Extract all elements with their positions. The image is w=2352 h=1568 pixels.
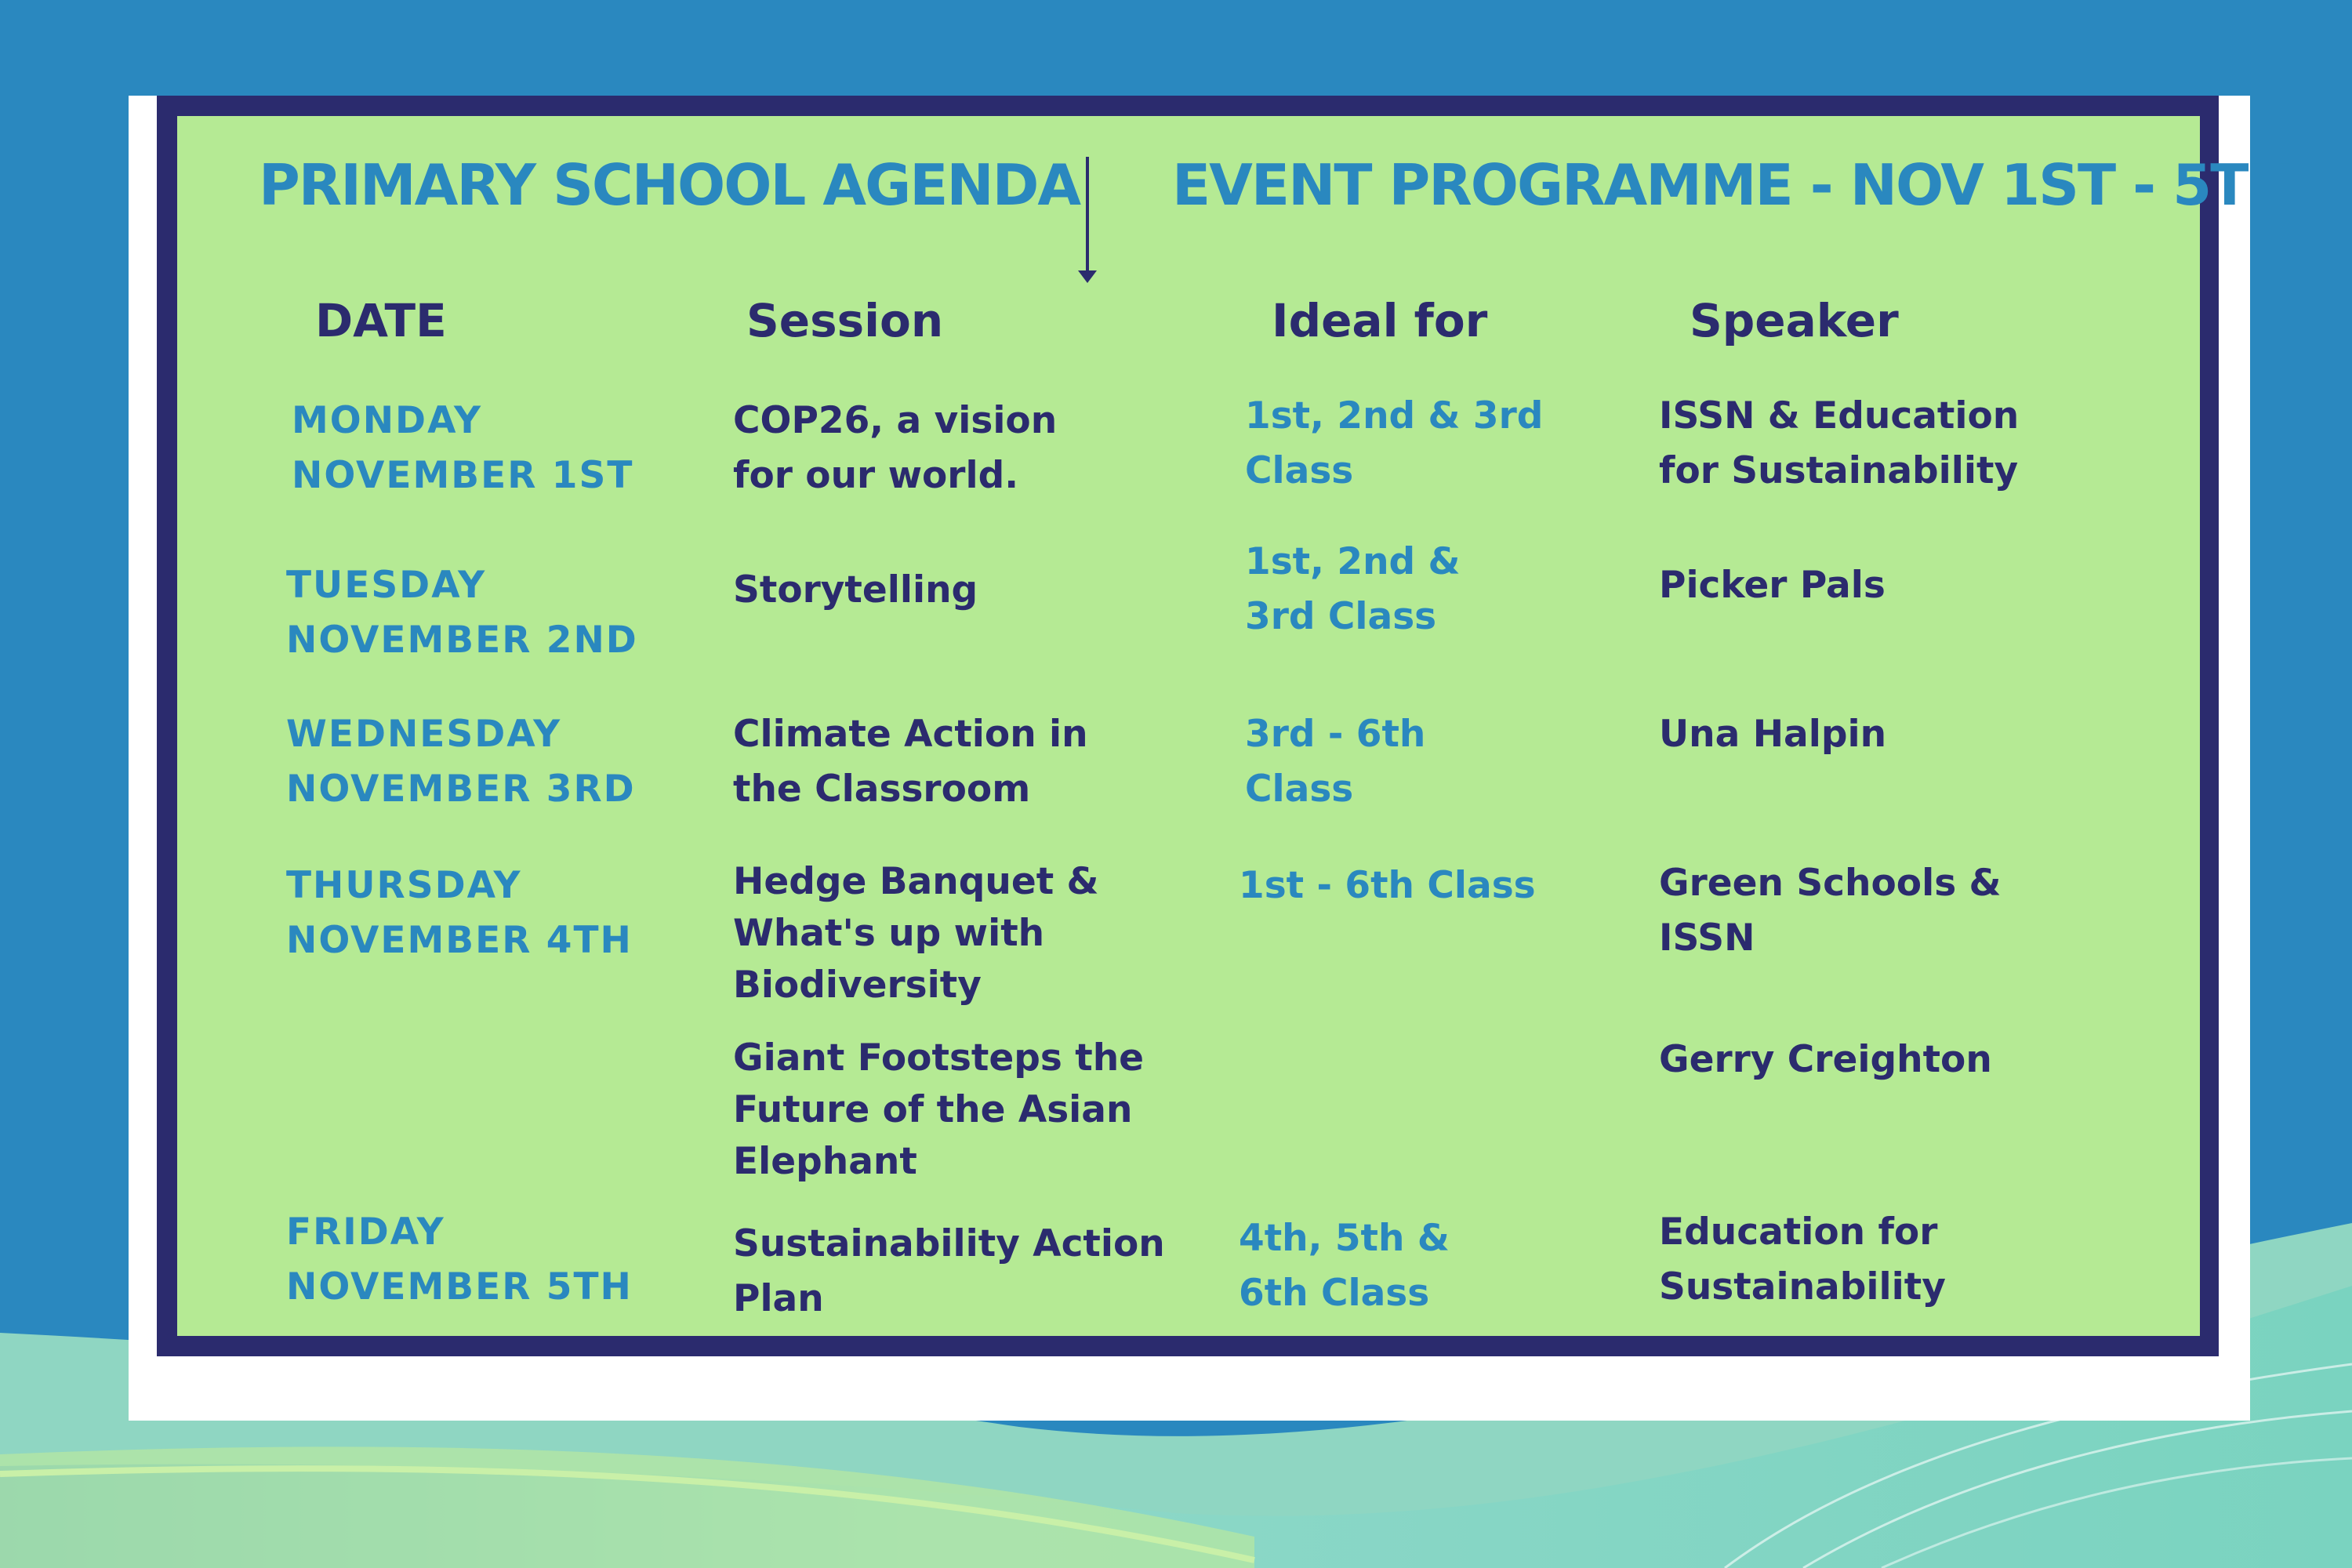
- session-line: Giant Footsteps the: [733, 1036, 1145, 1080]
- speaker-line: for Sustainability: [1659, 449, 2019, 492]
- ideal-for-line: 1st, 2nd & 3rd: [1245, 394, 1544, 437]
- date-day: TUESDAY: [286, 564, 487, 607]
- ideal-for-line: 4th, 5th &: [1239, 1217, 1450, 1260]
- ideal-for-line: 1st - 6th Class: [1239, 864, 1536, 907]
- row-speaker: [1659, 856, 2002, 966]
- session-line: Sustainability Action: [733, 1222, 1165, 1265]
- programme-title: EVENT PROGRAMME - NOV 1ST - 5TH: [1172, 152, 2293, 218]
- date-day-full: NOVEMBER 1ST: [292, 454, 634, 497]
- session-line: Elephant: [733, 1140, 917, 1183]
- row-session: [733, 563, 978, 618]
- row-speaker: [1659, 707, 1886, 762]
- session-line: Storytelling: [733, 568, 978, 612]
- speaker-line: Education for: [1659, 1210, 1938, 1254]
- row-date: [286, 858, 633, 968]
- date-day: MONDAY: [292, 399, 482, 442]
- title-divider: [1086, 157, 1089, 270]
- ideal-for-line: 3rd Class: [1245, 595, 1437, 638]
- row-speaker: [1659, 389, 2019, 499]
- row-session: [733, 1033, 1144, 1188]
- date-day-full: NOVEMBER 4TH: [286, 919, 633, 962]
- agenda-title: PRIMARY SCHOOL AGENDA: [259, 152, 1080, 218]
- row-date: [292, 394, 633, 503]
- speaker-line: Green Schools &: [1659, 862, 2002, 905]
- row-speaker: [1659, 1033, 1992, 1087]
- ideal-for-line: 1st, 2nd &: [1245, 540, 1461, 583]
- date-day-full: NOVEMBER 5TH: [286, 1265, 633, 1308]
- date-day-full: NOVEMBER 3RD: [286, 768, 636, 811]
- speaker-line: ISSN & Education: [1659, 394, 2020, 437]
- date-day-full: NOVEMBER 2ND: [286, 619, 638, 662]
- row-session: [733, 1217, 1165, 1327]
- row-session: [733, 394, 1057, 503]
- row-speaker: [1659, 558, 1886, 613]
- speaker-line: ISSN: [1659, 916, 1755, 960]
- session-line: Climate Action in: [733, 713, 1088, 756]
- speaker-line: Gerry Creighton: [1659, 1038, 1992, 1081]
- row-date: [286, 558, 638, 668]
- row-date: [286, 1205, 633, 1315]
- speaker-line: Sustainability: [1659, 1265, 1946, 1308]
- date-day: WEDNESDAY: [286, 713, 562, 756]
- row-session: [733, 856, 1099, 1011]
- date-day: THURSDAY: [286, 864, 522, 907]
- session-line: for our world.: [733, 454, 1019, 497]
- row-ideal-for: [1245, 389, 1543, 499]
- divider-arrow-icon: [1078, 270, 1097, 283]
- session-line: Plan: [733, 1277, 824, 1320]
- session-line: What's up with: [733, 912, 1045, 955]
- session-line: Hedge Banquet &: [733, 860, 1099, 903]
- date-day: FRIDAY: [286, 1210, 445, 1254]
- session-line: the Classroom: [733, 768, 1031, 811]
- column-header-session: Session: [746, 294, 944, 347]
- row-session: [733, 707, 1088, 817]
- column-header-ideal-for: Ideal for: [1272, 294, 1488, 347]
- session-line: Biodiversity: [733, 964, 982, 1007]
- row-date: [286, 707, 636, 817]
- row-ideal-for: [1245, 535, 1461, 644]
- ideal-for-line: 6th Class: [1239, 1272, 1430, 1315]
- ideal-for-line: Class: [1245, 768, 1354, 811]
- row-ideal-for: [1239, 1211, 1450, 1321]
- column-header-date: DATE: [315, 294, 447, 347]
- row-ideal-for: [1245, 707, 1425, 817]
- row-speaker: [1659, 1205, 1946, 1315]
- session-line: COP26, a vision: [733, 399, 1058, 442]
- row-ideal-for: [1239, 858, 1536, 913]
- speaker-line: Picker Pals: [1659, 564, 1886, 607]
- speaker-line: Una Halpin: [1659, 713, 1887, 756]
- ideal-for-line: Class: [1245, 449, 1354, 492]
- session-line: Future of the Asian: [733, 1088, 1133, 1131]
- column-header-speaker: Speaker: [1690, 294, 1899, 347]
- ideal-for-line: 3rd - 6th: [1245, 713, 1426, 756]
